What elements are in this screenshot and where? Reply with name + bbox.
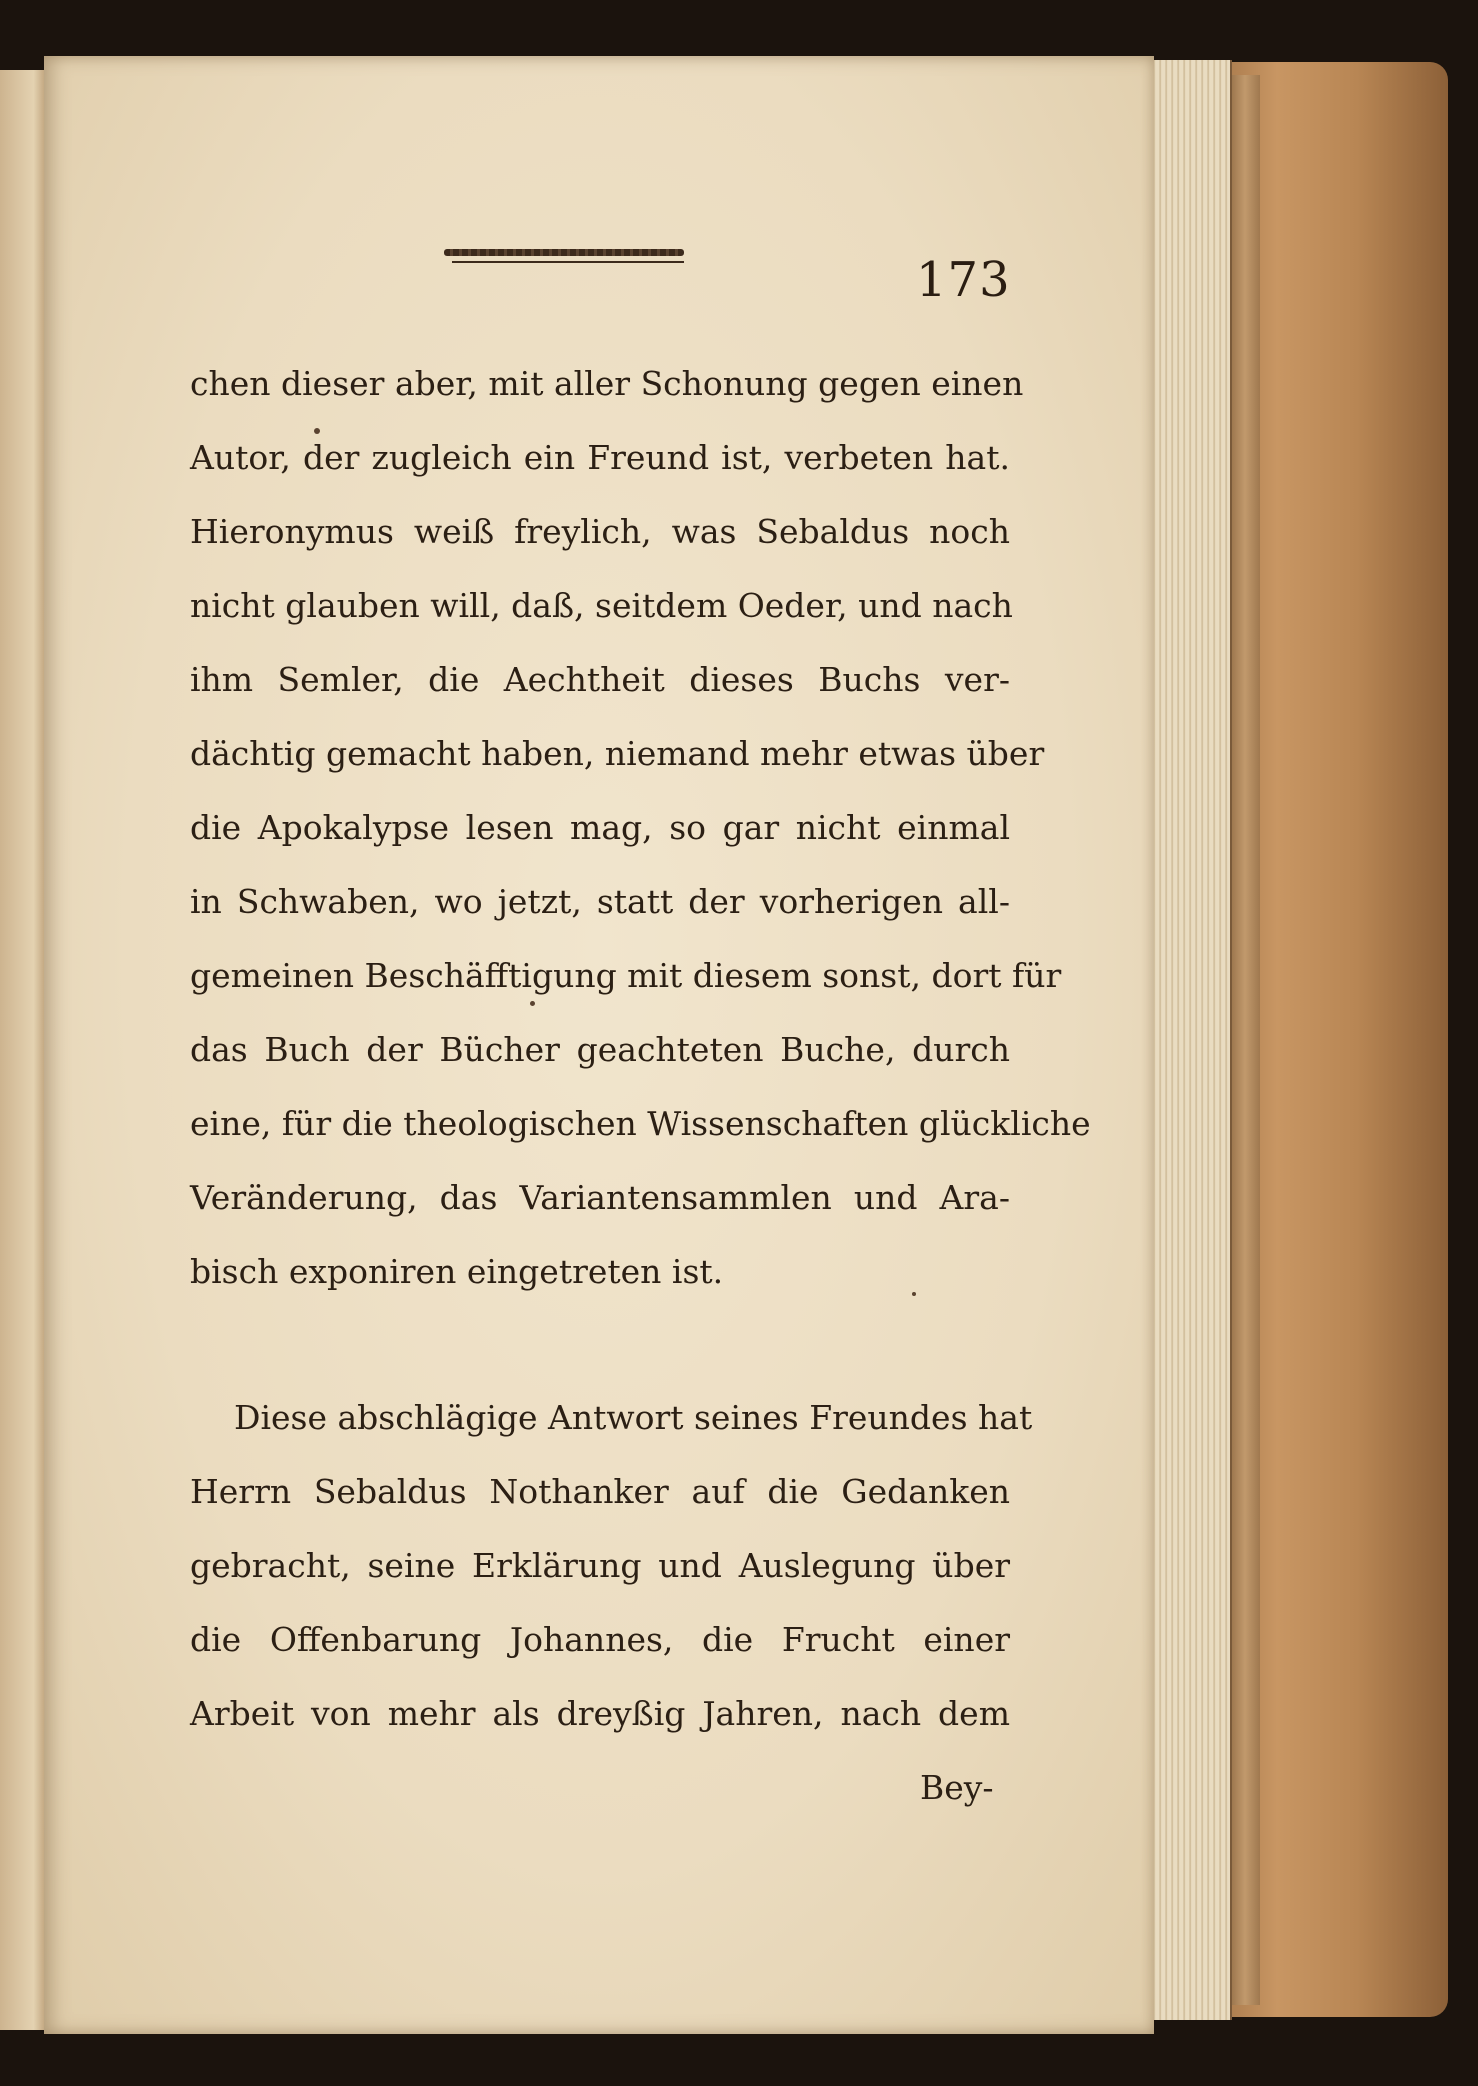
header-rule-ornament [444,249,684,265]
text-line-3: Hieronymus weiß freylich, was Sebaldus noch [190,512,1010,551]
page-number: 173 [916,252,1011,308]
text-line-15: Herrn Sebaldus Nothanker auf die Gedanken [190,1472,1010,1511]
cover-edge [1230,75,1260,2005]
text-line-18: Arbeit von mehr als dreyßig Jahren, nach dem [190,1694,1010,1733]
catchword: Bey- [920,1768,994,1807]
text-line-11: eine, für die theologischen Wissenschaften glückliche [190,1104,1091,1143]
book-page [44,56,1154,2034]
text-line-4: nicht glauben will, daß, seitdem Oeder, und nach [190,586,1013,625]
text-line-10: das Buch der Bücher geachteten Buche, durch [190,1030,1010,1069]
text-line-6: dächtig gemacht haben, niemand mehr etwas über [190,734,1045,773]
text-line-9: gemeinen Beschäfftigung mit diesem sonst, dort für [190,956,1062,995]
text-line-17: die Offenbarung Johannes, die Frucht einer [190,1620,1010,1659]
text-line-12: Veränderung, das Variantensammlen und Ara- [190,1178,1010,1217]
ink-speck [530,1001,535,1006]
text-line-8: in Schwaben, wo jetzt, statt der vorherigen all- [190,882,1010,921]
text-line-2: Autor, der zugleich ein Freund ist, verbeten hat. [190,438,1010,477]
text-line-16: gebracht, seine Erklärung und Auslegung über [190,1546,1010,1585]
left-page-edge [0,70,50,2030]
text-line-14: Diese abschlägige Antwort seines Freundes hat [234,1398,1033,1437]
ink-speck [912,1292,916,1296]
text-line-13: bisch exponiren eingetreten ist. [190,1252,724,1291]
text-line-5: ihm Semler, die Aechtheit dieses Buchs ver- [190,660,1010,699]
ink-speck [314,428,320,434]
page-block-edge [1150,60,1232,2020]
text-line-7: die Apokalypse lesen mag, so gar nicht einmal [190,808,1010,847]
text-line-1: chen dieser aber, mit aller Schonung gegen einen [190,364,1024,403]
